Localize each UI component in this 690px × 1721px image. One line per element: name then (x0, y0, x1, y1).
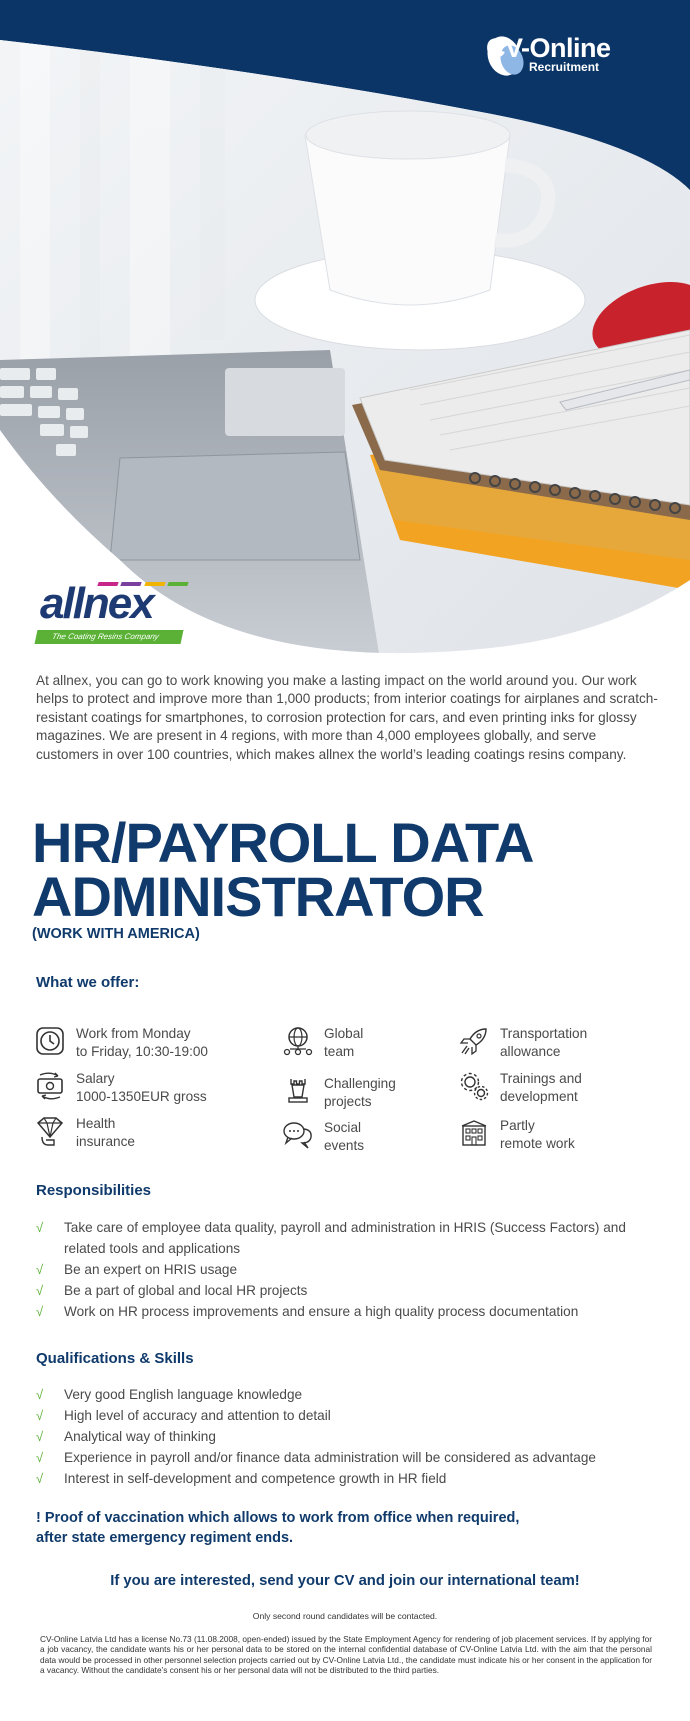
allnex-wordmark: allnex (40, 579, 153, 628)
offer-projects-line1: Challenging (324, 1076, 396, 1091)
rocket-icon (458, 1025, 490, 1057)
brand-sub: Recruitment (529, 60, 600, 74)
contact-note: Only second round candidates will be contacted. (252, 1611, 438, 1621)
offer-trainings-line2: development (500, 1088, 578, 1104)
offer-schedule-line1: Work from Monday (76, 1026, 191, 1041)
check-icon: √ (36, 1304, 44, 1319)
company-intro: At allnex, you can go to work knowing you make a lasting impact on the world around you. Our work helps to protect and improve more than 1,000 products; from interior coatings for airplanes and scratch-resistant coatings for smartphones, to corrosion protection for cars, and even printing inks for glossy magazines. We are present in 4 regions, with more than 4,000 employees globally, and serve customers in over 100 countries, which makes allnex the world’s leading coatings resins company. (36, 673, 658, 762)
offer-health-line1: Health (76, 1116, 116, 1131)
offer-item-social (282, 1119, 364, 1154)
check-icon: √ (36, 1387, 44, 1402)
check-icon: √ (36, 1220, 44, 1235)
offer-projects-line2: projects (324, 1093, 372, 1109)
list-item: √ Take care of employee data quality, payroll and administration in HRIS (Success Factors) and related tools and applications (36, 1217, 666, 1259)
offer-item-team (282, 1025, 363, 1060)
list-item: √ Be an expert on HRIS usage (36, 1259, 666, 1280)
offer-remote-line2: remote work (500, 1135, 575, 1151)
allnex-bar-green (167, 582, 189, 586)
offer-trainings-line1: Trainings and (500, 1071, 582, 1086)
allnex-logo (36, 580, 196, 650)
list-item: √ Work on HR process improvements and ensure a high quality process documentation (36, 1301, 666, 1322)
offer-social-line1: Social (324, 1120, 362, 1135)
offer-transport-line2: allowance (500, 1043, 561, 1059)
offer-team-line2: team (324, 1043, 355, 1059)
offer-remote-line1: Partly (500, 1118, 535, 1133)
check-icon: √ (36, 1450, 44, 1465)
offer-salary-line2: 1000-1350EUR gross (76, 1088, 207, 1104)
check-icon: √ (36, 1429, 44, 1444)
offer-item-transport (458, 1025, 587, 1060)
job-title-line2: ADMINISTRATOR (32, 865, 484, 928)
legal-disclaimer: CV-Online Latvia Ltd has a license No.73 (11.08.2008, open-ended) issued by the State Employment Agency for rendering of job placement services. If by applying for a job vacancy, the candidate wants his or her personal data to be stored on the internal confidential database of CV-Online Latvia Ltd. with the aim that the personal data would be processed in other personnel selection projects carried out by CV-Online Latvia Ltd., the candidate must indicate his or her consent in the application for a vacancy. Without the candidate’s consent his or her personal data will not be distributed to the third parties. (40, 1634, 652, 1676)
vaccination-notice (36, 1508, 636, 1548)
cv-online-logo (486, 34, 611, 74)
offer-health-line2: insurance (76, 1133, 135, 1149)
offer-transport-line1: Transportation (500, 1026, 588, 1041)
vaccination-line1: ! Proof of vaccination which allows to work from office when required, (36, 1510, 520, 1526)
qualifications-heading: Qualifications & Skills (36, 1350, 194, 1367)
job-subtitle: (WORK WITH AMERICA) (32, 926, 200, 942)
offer-social-line2: events (324, 1137, 365, 1153)
check-icon: √ (36, 1471, 44, 1486)
offer-heading: What we offer: (36, 974, 140, 991)
offer-item-salary (34, 1070, 207, 1105)
job-title-line1: HR/PAYROLL DATA (32, 811, 534, 874)
offer-item-projects (282, 1075, 396, 1110)
job-title (32, 811, 672, 928)
offer-salary-line1: Salary (76, 1071, 115, 1086)
qualifications-list (36, 1384, 666, 1489)
offer-team-line1: Global (324, 1026, 364, 1041)
call-to-action: If you are interested, send your CV and join our international team! (110, 1573, 580, 1589)
check-icon: √ (36, 1283, 44, 1298)
list-item: √ Be a part of global and local HR projects (36, 1280, 666, 1301)
hero-photo (0, 0, 690, 660)
offer-item-schedule (34, 1025, 208, 1060)
list-item: √ Analytical way of thinking (36, 1426, 666, 1447)
globe-team-icon (282, 1025, 314, 1057)
vaccination-line2: after state emergency regiment ends. (36, 1530, 294, 1546)
offer-schedule-line2: to Friday, 10:30-19:00 (76, 1043, 208, 1059)
offer-item-health (34, 1115, 135, 1150)
responsibilities-heading: Responsibilities (36, 1182, 152, 1199)
brand-name: CV-Online (486, 33, 611, 63)
list-item: √ Experience in payroll and/or finance data administration will be considered as advantage (36, 1447, 666, 1468)
clock-icon (34, 1025, 66, 1057)
allnex-tagline: The Coating Resins Company (35, 630, 184, 644)
building-icon (458, 1117, 490, 1149)
offer-item-trainings (458, 1070, 582, 1105)
chess-rook-icon (282, 1075, 314, 1107)
offer-item-remote (458, 1117, 575, 1152)
list-item: √ High level of accuracy and attention to detail (36, 1405, 666, 1426)
responsibilities-list (36, 1217, 666, 1322)
list-item: √ Very good English language knowledge (36, 1384, 666, 1405)
list-item: √ Interest in self-development and competence growth in HR field (36, 1468, 666, 1489)
hero-banner (0, 0, 690, 660)
diamond-hand-icon (34, 1115, 66, 1147)
chat-bubbles-icon (282, 1119, 314, 1151)
salary-icon (34, 1070, 66, 1102)
check-icon: √ (36, 1262, 44, 1277)
check-icon: √ (36, 1408, 44, 1423)
gears-icon (458, 1070, 490, 1102)
